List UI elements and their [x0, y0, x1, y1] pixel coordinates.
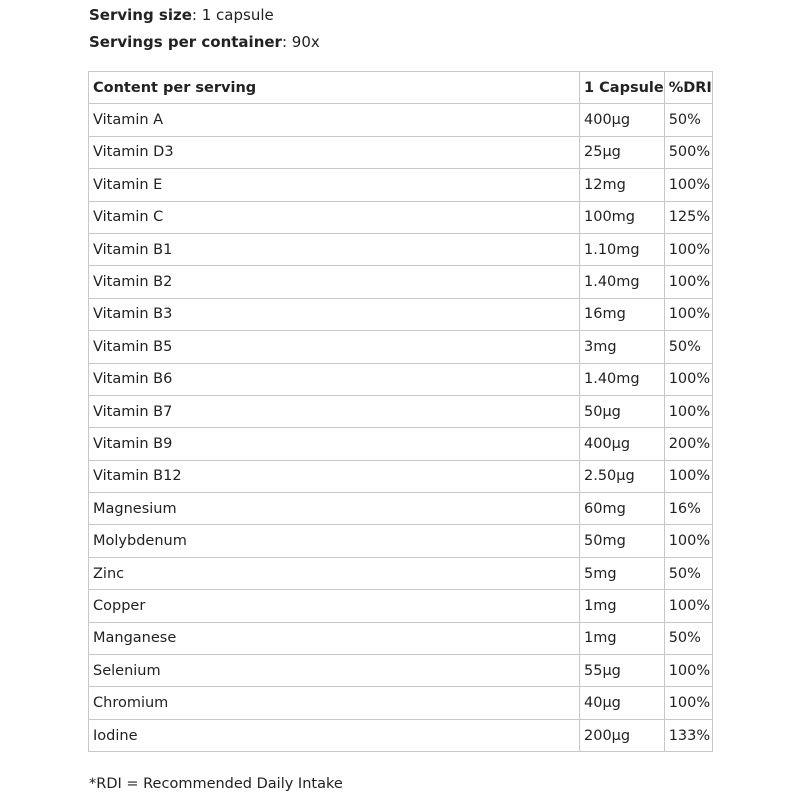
nutrient-name-cell: Vitamin B9 — [89, 428, 580, 460]
table-row — [89, 331, 713, 363]
header-content-per-serving: Content per serving — [89, 72, 580, 104]
header-dri: %DRI — [664, 72, 712, 104]
amount-cell: 200µg — [580, 719, 665, 751]
amount-cell: 1.40mg — [580, 363, 665, 395]
dri-cell: 50% — [664, 104, 712, 136]
amount-cell: 5mg — [580, 557, 665, 589]
table-row — [89, 233, 713, 265]
table-row — [89, 104, 713, 136]
table-row — [89, 493, 713, 525]
table-row — [89, 687, 713, 719]
table-row — [89, 719, 713, 751]
dri-cell: 50% — [664, 557, 712, 589]
amount-cell: 3mg — [580, 331, 665, 363]
table-row — [89, 395, 713, 427]
servings-per-container — [89, 32, 320, 52]
nutrient-name-cell: Manganese — [89, 622, 580, 654]
amount-cell: 50mg — [580, 525, 665, 557]
serving-size-value: : 1 capsule — [191, 6, 274, 24]
amount-cell: 25µg — [580, 136, 665, 168]
dri-cell: 50% — [664, 622, 712, 654]
dri-cell: 100% — [664, 460, 712, 492]
dri-cell: 200% — [664, 428, 712, 460]
dri-cell: 50% — [664, 331, 712, 363]
nutrient-name-cell: Vitamin D3 — [89, 136, 580, 168]
nutrient-name-cell: Vitamin B5 — [89, 331, 580, 363]
amount-cell: 400µg — [580, 428, 665, 460]
nutrient-name-cell: Copper — [89, 590, 580, 622]
dri-cell: 100% — [664, 298, 712, 330]
amount-cell: 12mg — [580, 169, 665, 201]
amount-cell: 60mg — [580, 493, 665, 525]
servings-per-container-label: Servings per container — [89, 33, 282, 51]
nutrient-name-cell: Selenium — [89, 655, 580, 687]
amount-cell: 1mg — [580, 590, 665, 622]
table-row — [89, 655, 713, 687]
dri-cell: 500% — [664, 136, 712, 168]
header-amount: 1 Capsule — [580, 72, 665, 104]
footnote: *RDI = Recommended Daily Intake — [89, 776, 343, 792]
amount-cell: 40µg — [580, 687, 665, 719]
amount-cell: 100mg — [580, 201, 665, 233]
table-row — [89, 557, 713, 589]
nutrient-name-cell: Vitamin C — [89, 201, 580, 233]
dri-cell: 133% — [664, 719, 712, 751]
nutrient-name-cell: Vitamin B2 — [89, 266, 580, 298]
amount-cell: 50µg — [580, 395, 665, 427]
serving-size — [89, 5, 274, 25]
serving-size-label: Serving size — [89, 6, 192, 24]
nutrient-name-cell: Molybdenum — [89, 525, 580, 557]
nutrient-name-cell: Vitamin B7 — [89, 395, 580, 427]
table-row — [89, 622, 713, 654]
amount-cell: 16mg — [580, 298, 665, 330]
amount-cell: 400µg — [580, 104, 665, 136]
dri-cell: 100% — [664, 363, 712, 395]
nutrient-name-cell: Vitamin A — [89, 104, 580, 136]
amount-cell: 2.50µg — [580, 460, 665, 492]
table-row — [89, 460, 713, 492]
table-row — [89, 136, 713, 168]
table-row — [89, 298, 713, 330]
table-row — [89, 201, 713, 233]
table-row — [89, 266, 713, 298]
nutrient-name-cell: Vitamin B1 — [89, 233, 580, 265]
amount-cell: 1.10mg — [580, 233, 665, 265]
dri-cell: 100% — [664, 525, 712, 557]
nutrient-name-cell: Zinc — [89, 557, 580, 589]
table-row — [89, 169, 713, 201]
dri-cell: 100% — [664, 590, 712, 622]
table-row — [89, 428, 713, 460]
amount-cell: 1.40mg — [580, 266, 665, 298]
dri-cell: 100% — [664, 687, 712, 719]
nutrient-name-cell: Vitamin B3 — [89, 298, 580, 330]
table-row — [89, 525, 713, 557]
nutrient-name-cell: Magnesium — [89, 493, 580, 525]
amount-cell: 55µg — [580, 655, 665, 687]
dri-cell: 16% — [664, 493, 712, 525]
table-row — [89, 590, 713, 622]
nutrient-name-cell: Chromium — [89, 687, 580, 719]
nutrient-name-cell: Vitamin B6 — [89, 363, 580, 395]
dri-cell: 100% — [664, 266, 712, 298]
nutrient-name-cell: Vitamin B12 — [89, 460, 580, 492]
nutrition-table — [88, 71, 713, 752]
dri-cell: 100% — [664, 233, 712, 265]
nutrient-name-cell: Iodine — [89, 719, 580, 751]
nutrient-name-cell: Vitamin E — [89, 169, 580, 201]
dri-cell: 100% — [664, 395, 712, 427]
table-row — [89, 363, 713, 395]
servings-per-container-value: : 90x — [281, 33, 320, 51]
amount-cell: 1mg — [580, 622, 665, 654]
dri-cell: 125% — [664, 201, 712, 233]
dri-cell: 100% — [664, 655, 712, 687]
dri-cell: 100% — [664, 169, 712, 201]
table-header-row — [89, 72, 713, 104]
